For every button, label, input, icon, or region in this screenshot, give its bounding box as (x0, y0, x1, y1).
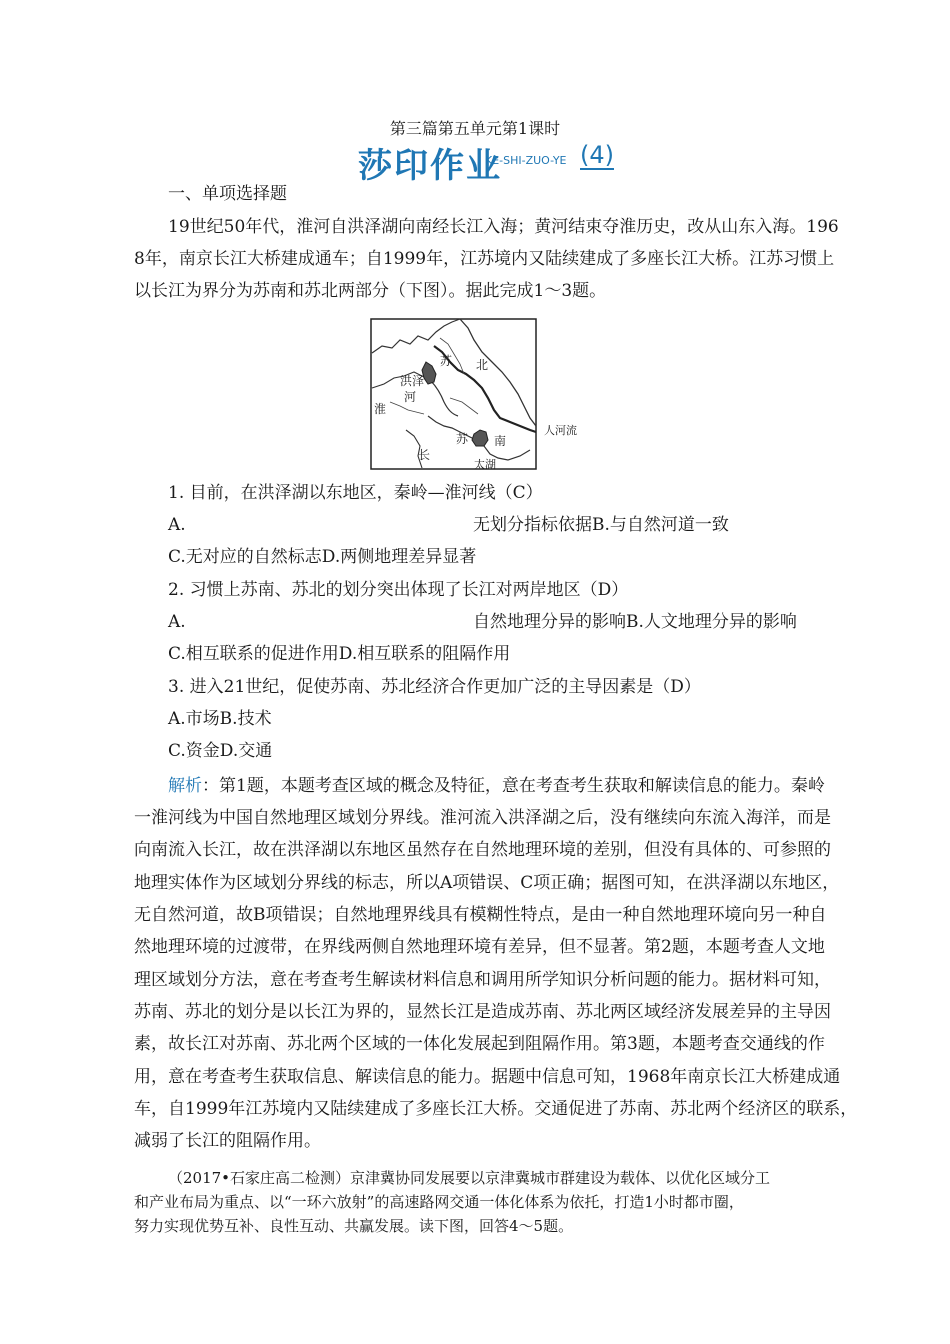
map-label-taihu: 太湖 (474, 458, 496, 471)
map-label-huai: 淮 (374, 402, 387, 416)
question-2-option-a-marker: A. (168, 612, 186, 632)
map-label-nan: 南 (494, 434, 507, 448)
analysis-first-line (168, 770, 825, 802)
analysis-line: 素，故长江对苏南、苏北两个区域的一体化发展起到阻隔作用。第3题，本题考查交通线的作 (134, 1034, 825, 1054)
analysis-line: 苏南、苏北的划分是以长江为界的，显然长江是造成苏南、苏北两区域经济发展差异的主导因 (134, 1002, 831, 1022)
question-1-options-ab: 无划分指标依据B.与自然河道一致 (473, 515, 729, 535)
analysis-line: 向南流入长江，故在洪泽湖以东地区虽然存在自然地理环境的差别，但没有具体的、可参照的 (134, 840, 831, 860)
intro-line-1: 19世纪50年代，淮河自洪泽湖向南经长江入海；黄河结束夺淮历史，改从山东入海。196 (168, 217, 839, 237)
analysis-line: 用，意在考查考生获取信息、解读信息的能力。据题中信息可知，1968年南京长江大桥建成通 (134, 1067, 841, 1087)
intro-line-2: 8年，南京长江大桥建成通车；自1999年，江苏境内又陆续建成了多座长江大桥。江苏习惯上 (134, 249, 835, 269)
question-2-stem: 2. 习惯上苏南、苏北的划分突出体现了长江对两岸地区（D） (168, 580, 629, 600)
lesson-subtitle: 第三篇第五单元第1课时 (389, 119, 561, 138)
analysis-line: 然地理环境的过渡带，在界线两侧自然地理环境有差异，但不显著。第2题，本题考查人文地 (134, 937, 825, 957)
question-2-options-ab: 自然地理分异的影响B.人文地理分异的影响 (473, 612, 797, 632)
analysis-line: 地理实体作为区域划分界线的标志，所以A项错误、C项正确；据图可知，在洪泽湖以东地区， (134, 873, 840, 893)
next-intro-line-3: 努力实现优势互补、良性互动、共赢发展。读下图，回答4～5题。 (134, 1217, 574, 1235)
analysis-line: 无自然河道，故B项错误；自然地理界线具有模糊性特点，是由一种自然地理环境向另一种自 (134, 905, 827, 925)
question-2-options-cd: C.相互联系的促进作用D.相互联系的阻隔作用 (168, 644, 511, 664)
homework-number: (4) (580, 141, 614, 169)
question-1-options-cd: C.无对应的自然标志D.两侧地理差异显著 (168, 547, 477, 567)
homework-title: 莎印作业 (358, 146, 502, 186)
question-1-stem: 1. 目前，在洪泽湖以东地区，秦岭—淮河线（C） (168, 483, 543, 503)
map-label-bei: 北 (476, 358, 489, 372)
analysis-line: 减弱了长江的阻隔作用。 (134, 1131, 321, 1151)
section-heading: 一、单项选择题 (168, 184, 287, 204)
jiangsu-map (370, 318, 537, 470)
analysis-line: 理区域划分方法，意在考查考生解读材料信息和调用所学知识分析问题的能力。据材料可知， (134, 970, 831, 990)
next-intro-line-1: （2017•石家庄高二检测）京津冀协同发展要以京津冀城市群建设为载体、以优化区域分工 (168, 1169, 771, 1187)
map-label-su-north: 苏 (440, 354, 453, 368)
map-label-hongze: 洪泽 (400, 374, 425, 388)
question-3-options-ab: A.市场B.技术 (168, 709, 272, 729)
analysis-first-text: ：第1题，本题考查区域的概念及特征，意在考查考生获取和解读信息的能力。秦岭 (202, 776, 825, 796)
homework-pinyin: KE-SHI-ZUO-YE (485, 154, 567, 167)
analysis-line: 车，自1999年江苏境内又陆续建成了多座长江大桥。交通促进了苏南、苏北两个经济区的联系， (134, 1099, 858, 1119)
question-1-option-a-marker: A. (168, 515, 186, 535)
map-label-chang: 长 (418, 448, 431, 462)
question-3-stem: 3. 进入21世纪，促使苏南、苏北经济合作更加广泛的主导因素是（D） (168, 677, 701, 697)
question-3-options-cd: C.资金D.交通 (168, 741, 273, 761)
analysis-label: 解析 (168, 776, 202, 796)
analysis-line: 一淮河线为中国自然地理区域划分界线。淮河流入洪泽湖之后，没有继续向东流入海洋，而是 (134, 808, 831, 828)
map-label-su-south: 苏 (456, 432, 469, 446)
next-intro-line-2: 和产业布局为重点、以“一环六放射”的高速路网交通一体化体系为依托，打造1小时都市圈， (134, 1193, 744, 1211)
map-label-he: 河 (404, 390, 417, 404)
intro-line-3: 以长江为界分为苏南和苏北两部分（下图）。据此完成1～3题。 (134, 281, 607, 301)
map-legend-river: 人河流 (544, 424, 577, 437)
